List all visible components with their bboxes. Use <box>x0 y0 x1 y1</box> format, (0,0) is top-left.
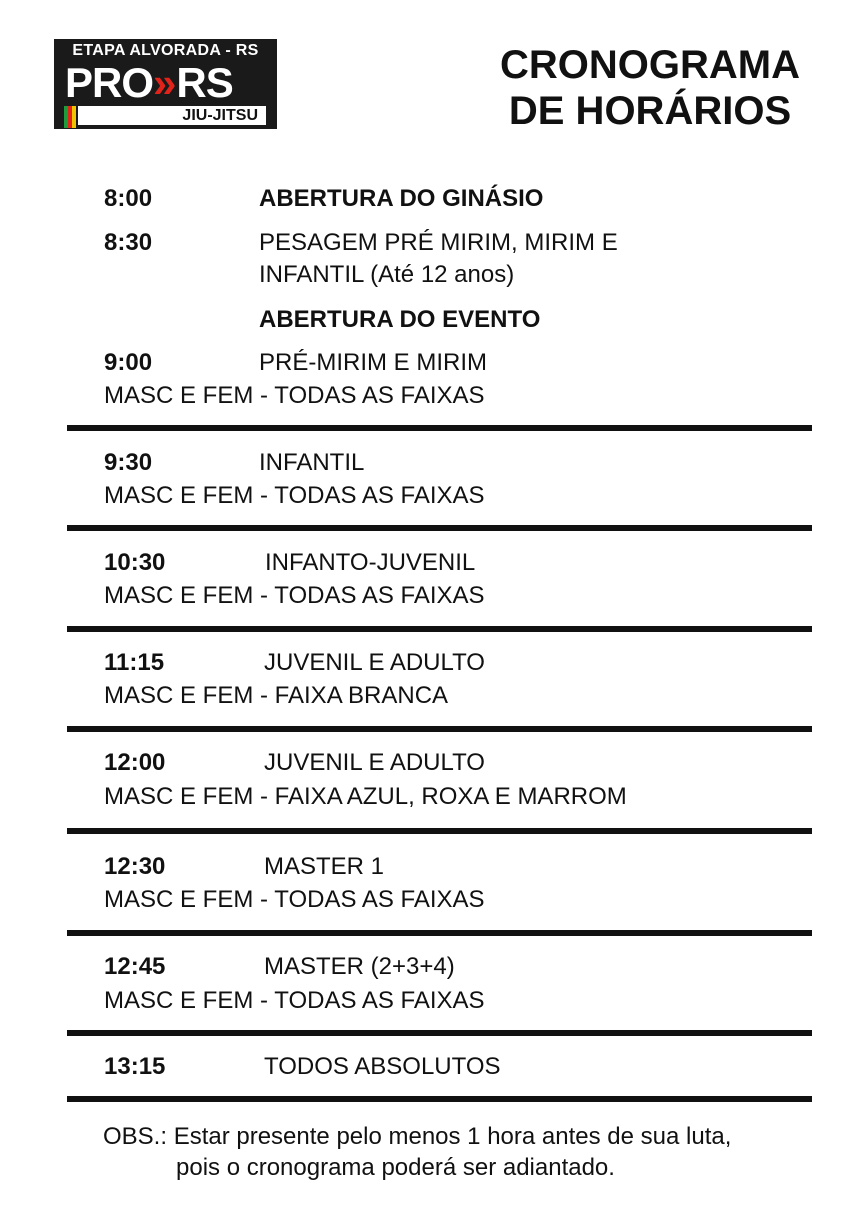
schedule-category: PRÉ-MIRIM E MIRIM <box>259 349 487 376</box>
logo-stage-text: ETAPA ALVORADA - RS <box>72 42 259 59</box>
schedule-item: ABERTURA DO GINÁSIO <box>259 185 544 212</box>
logo-chevrons-icon: » <box>153 59 171 106</box>
schedule-category: JUVENIL E ADULTO <box>264 649 485 676</box>
schedule-detail: MASC E FEM - TODAS AS FAIXAS <box>104 886 485 913</box>
schedule-category: TODOS ABSOLUTOS <box>264 1053 501 1080</box>
divider <box>67 828 812 834</box>
schedule-time: 10:30 <box>104 549 166 576</box>
flag-stripes-icon <box>64 106 76 128</box>
schedule-detail: MASC E FEM - FAIXA AZUL, ROXA E MARROM <box>104 783 627 810</box>
divider <box>67 726 812 732</box>
schedule-time: 9:30 <box>104 449 153 476</box>
schedule-detail: MASC E FEM - FAIXA BRANCA <box>104 682 449 709</box>
schedule-time: 12:00 <box>104 749 166 776</box>
logo-brand <box>65 59 233 107</box>
observation-line-1: OBS.: Estar presente pelo menos 1 hora antes de sua luta, <box>103 1123 732 1150</box>
logo-subtitle: JIU-JITSU <box>78 106 266 125</box>
schedule-item-continued: INFANTIL (Até 12 anos) <box>259 261 515 288</box>
logo-brand-left: PRO <box>65 59 154 106</box>
event-opening-heading: ABERTURA DO EVENTO <box>259 306 541 333</box>
schedule-detail: MASC E FEM - TODAS AS FAIXAS <box>104 382 485 409</box>
divider <box>67 425 812 431</box>
schedule-category: MASTER (2+3+4) <box>264 953 455 980</box>
schedule-time: 13:15 <box>104 1053 166 1080</box>
logo-brand-right: RS <box>176 59 233 106</box>
schedule-time: 12:45 <box>104 953 166 980</box>
schedule-detail: MASC E FEM - TODAS AS FAIXAS <box>104 987 485 1014</box>
title-line-1: CRONOGRAMA <box>500 43 800 87</box>
divider <box>67 525 812 531</box>
divider <box>67 1096 812 1102</box>
schedule-detail: MASC E FEM - TODAS AS FAIXAS <box>104 482 485 509</box>
divider <box>67 930 812 936</box>
schedule-time: 11:15 <box>104 649 165 676</box>
schedule-category: JUVENIL E ADULTO <box>264 749 485 776</box>
schedule-detail: MASC E FEM - TODAS AS FAIXAS <box>104 582 485 609</box>
schedule-time: 8:30 <box>104 229 153 256</box>
schedule-category: INFANTO-JUVENIL <box>265 549 476 576</box>
event-logo <box>54 39 277 129</box>
divider <box>67 626 812 632</box>
page-title <box>460 42 840 134</box>
schedule-item: PESAGEM PRÉ MIRIM, MIRIM E <box>259 229 618 256</box>
observation-note <box>103 1121 731 1183</box>
divider <box>67 1030 812 1036</box>
schedule-category: INFANTIL <box>259 449 365 476</box>
schedule-time: 9:00 <box>104 349 153 376</box>
observation-line-2: pois o cronograma poderá ser adiantado. <box>176 1154 615 1181</box>
schedule-time: 12:30 <box>104 853 166 880</box>
schedule-category: MASTER 1 <box>264 853 385 880</box>
schedule-time: 8:00 <box>104 185 153 212</box>
title-line-2: DE HORÁRIOS <box>508 89 792 133</box>
